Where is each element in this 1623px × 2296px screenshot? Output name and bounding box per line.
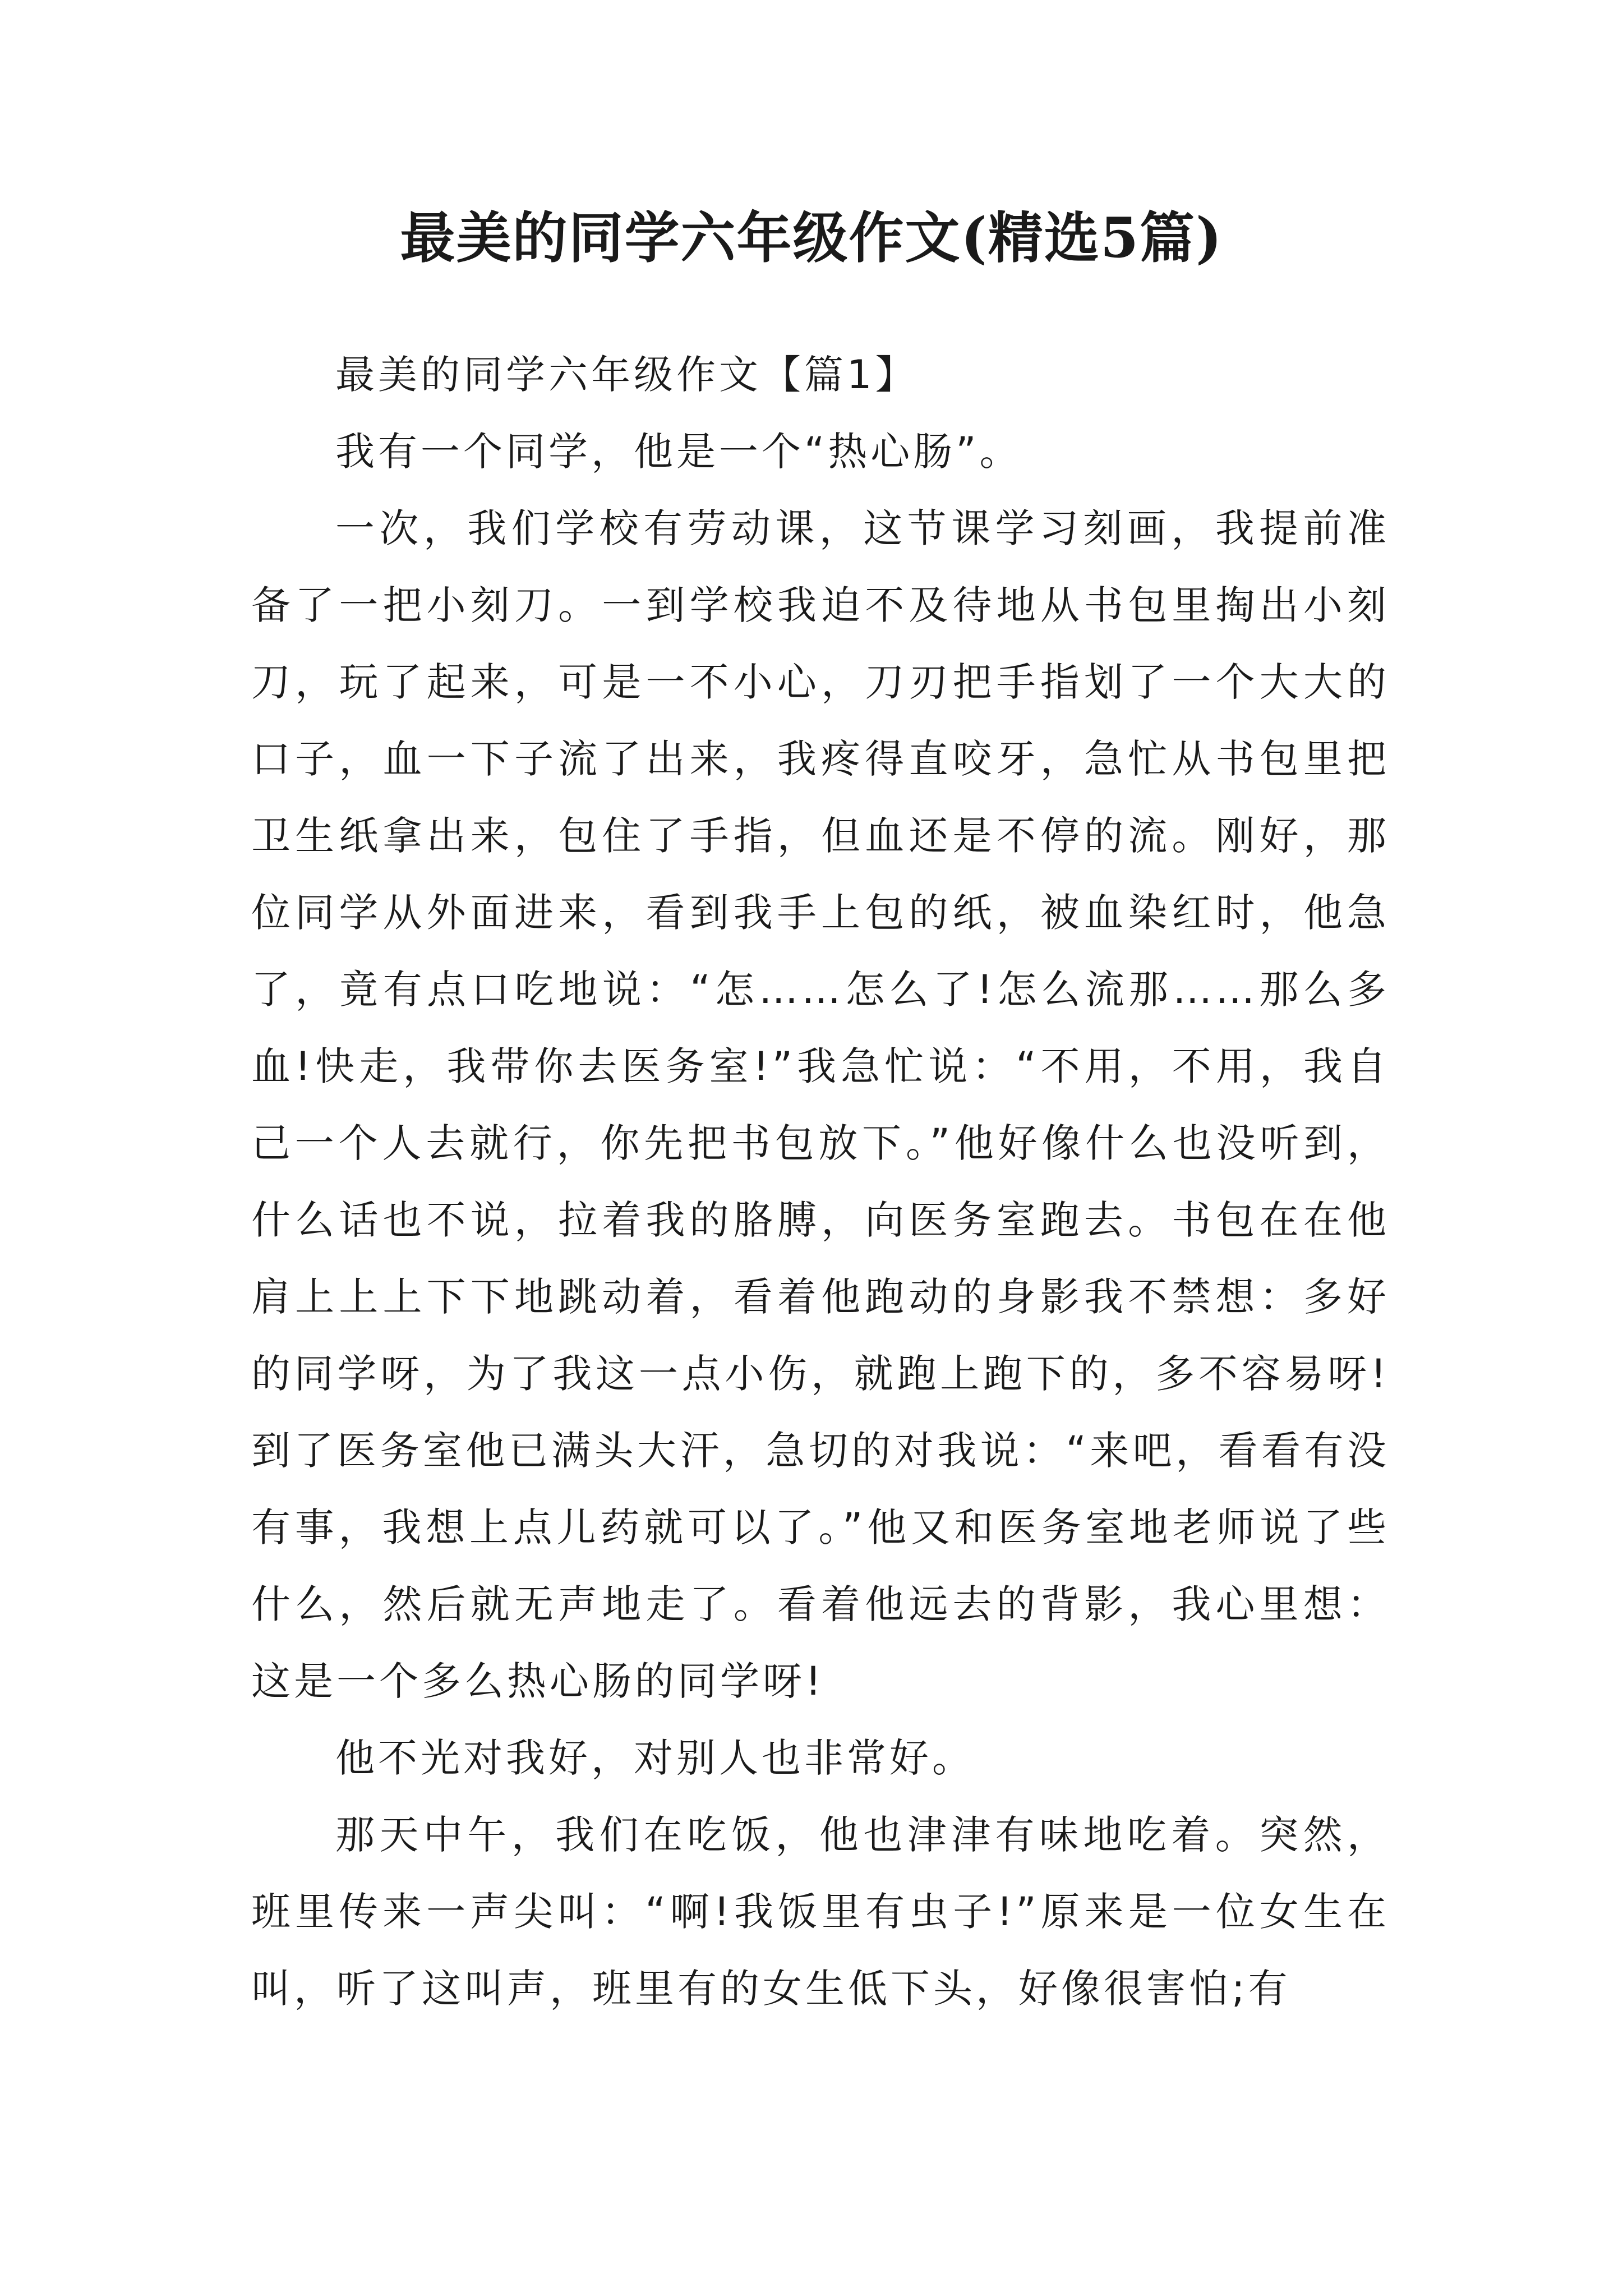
paragraph: 我有一个同学，他是一个“热心肠”。 — [335, 429, 1022, 475]
document-body — [251, 337, 1390, 2027]
paragraph: 他不光对我好，对别人也非常好。 — [335, 1735, 975, 1781]
section-heading: 最美的同学六年级作文【篇1】 — [335, 352, 918, 398]
document-title: 最美的同学六年级作文(精选5篇) — [400, 206, 1223, 270]
paragraph: 那天中午，我们在吃饭，他也津津有味地吃着。突然，班里传来一声尖叫：“啊!我饭里有虫子!”原来是一位女生在叫，听了这叫声，班里有的女生低下头，好像很害怕;有 — [251, 1812, 1390, 2012]
paragraph: 一次，我们学校有劳动课，这节课学习刻画，我提前准备了一把小刻刀。一到学校我迫不及待地从书包里掏出小刻刀，玩了起来，可是一不小心，刀刃把手指划了一个大大的口子，血一下子流了出来，我疼得直咬牙，急忙从书包里把卫生纸拿出来，包住了手指，但血还是不停的流。刚好，那位同学从外面进来，看到我手上包的纸，被血染红时，他急了，竟有点口吃地说：“怎……怎么了!怎么流那……那么多血!快走，我带你去医务室!”我急忙说：“不用，不用，我自己一个人去就行，你先把书包放下。”他好像什么也没听到，什么话也不说，拉着我的胳膊，向医务室跑去。书包在在他肩上上上下下地跳动着，看着他跑动的身影我不禁想：多好的同学呀，为了我这一点小伤，就跑上跑下的，多不容易呀!到了医务室他已满头大汗，急切的对我说：“来吧，看看有没有事，我想上点儿药就可以了。”他又和医务室地老师说了些什么，然后就无声地走了。看着他远去的背影，我心里想：这是一个多么热心肠的同学呀! — [251, 505, 1390, 1704]
